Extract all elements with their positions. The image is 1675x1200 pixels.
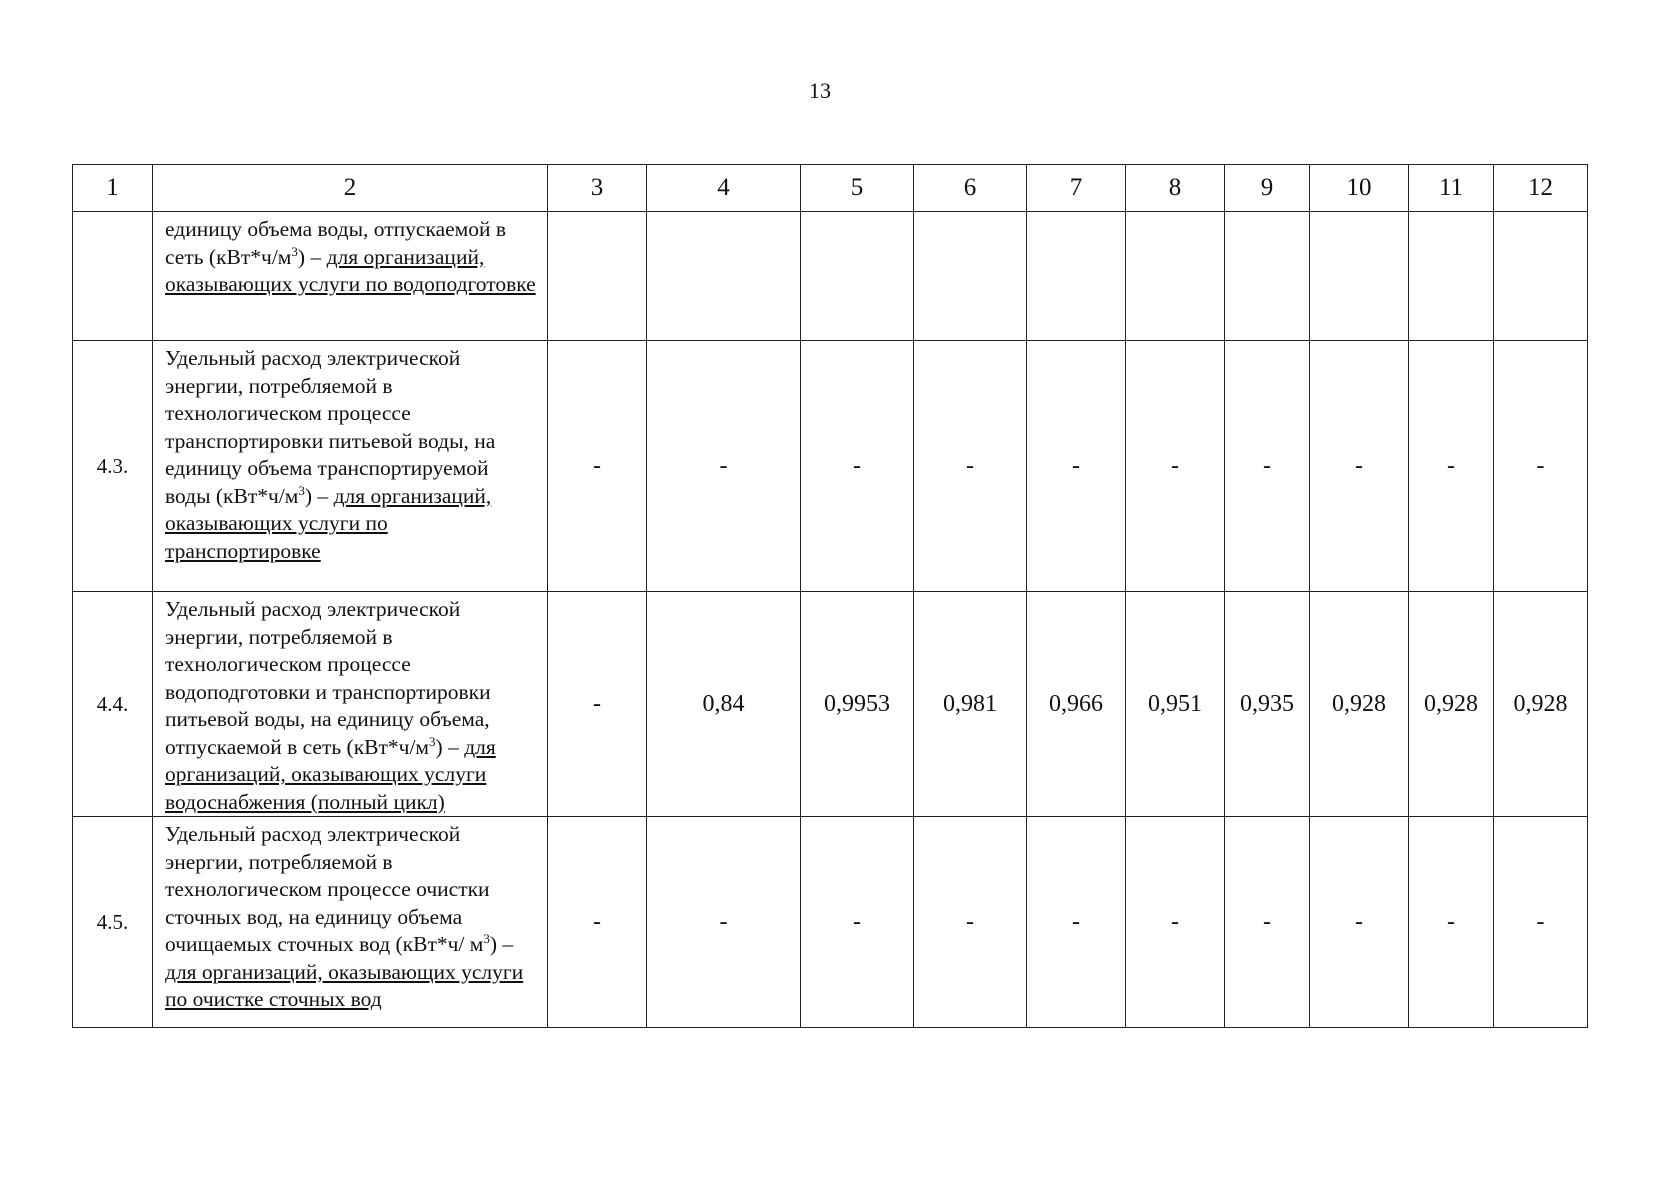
value-cell: -: [1310, 341, 1409, 592]
description-underlined: для организаций, оказывающих услуги по транспортировке: [165, 483, 492, 563]
column-header: 9: [1225, 165, 1310, 212]
value-cell: -: [1126, 817, 1225, 1028]
unit-superscript: 3: [483, 930, 490, 946]
value-cell: -: [1409, 817, 1494, 1028]
value-cell: -: [1126, 341, 1225, 592]
value-cell: 0,981: [914, 592, 1027, 817]
table-row: [73, 212, 1588, 341]
value-cell: [801, 212, 914, 341]
column-header: 11: [1409, 165, 1494, 212]
row-description: [153, 341, 548, 592]
description-text-after: ) –: [304, 483, 334, 508]
value-cell: 0,966: [1027, 592, 1126, 817]
value-cell: [1310, 212, 1409, 341]
row-description: [153, 592, 548, 817]
value-cell: 0,9953: [801, 592, 914, 817]
value-cell: -: [801, 817, 914, 1028]
value-cell: [1225, 212, 1310, 341]
value-cell: [548, 212, 647, 341]
row-number: 4.3.: [73, 341, 153, 592]
table-row: [73, 592, 1588, 817]
column-header: 1: [73, 165, 153, 212]
description-underlined: для организаций, оказывающих услуги водоснабжения (полный цикл): [165, 734, 496, 814]
value-cell: -: [1225, 817, 1310, 1028]
value-cell: 0,935: [1225, 592, 1310, 817]
description-text-after: ) –: [435, 734, 465, 759]
description-text: Удельный расход электрической энергии, потребляемой в технологическом процессе водоподготовки и транспортировки питьевой воды, на единицу объема, отпускаемой в сеть (кВт*ч/м: [165, 597, 491, 759]
value-cell: [1027, 212, 1126, 341]
value-cell: 0,84: [647, 592, 801, 817]
value-cell: -: [914, 341, 1027, 592]
description-underlined: для организаций, оказывающих услуги по очистке сточных вод: [165, 959, 524, 1011]
column-header: 5: [801, 165, 914, 212]
value-cell: [647, 212, 801, 341]
description-text-after: ) –: [489, 932, 514, 956]
value-cell: -: [647, 817, 801, 1028]
value-cell: -: [647, 341, 801, 592]
value-cell: 0,928: [1310, 592, 1409, 817]
value-cell: -: [548, 817, 647, 1028]
row-number: [73, 212, 153, 341]
value-cell: -: [1225, 341, 1310, 592]
column-header: 6: [914, 165, 1027, 212]
row-description: [153, 212, 548, 341]
description-text-after: ) –: [297, 244, 327, 269]
column-header: 8: [1126, 165, 1225, 212]
table-row: [73, 817, 1588, 1028]
value-cell: -: [1310, 817, 1409, 1028]
value-cell: -: [1494, 817, 1588, 1028]
value-cell: -: [548, 592, 647, 817]
description-text: Удельный расход электрической энергии, потребляемой в технологическом процессе очистки сточных вод, на единицу объема очищаемых сточных вод (кВт*ч/ м: [165, 822, 490, 956]
value-cell: [1494, 212, 1588, 341]
value-cell: -: [1027, 341, 1126, 592]
column-number-row: [73, 165, 1588, 212]
value-cell: -: [801, 341, 914, 592]
row-description: [153, 817, 548, 1028]
row-number: 4.5.: [73, 817, 153, 1028]
column-header: 3: [548, 165, 647, 212]
column-header: 10: [1310, 165, 1409, 212]
description-text: единицу объема воды, отпускаемой в сеть (кВт*ч/м: [165, 217, 507, 269]
table-row: [73, 341, 1588, 592]
column-header: 7: [1027, 165, 1126, 212]
value-cell: [914, 212, 1027, 341]
value-cell: 0,951: [1126, 592, 1225, 817]
value-cell: 0,928: [1409, 592, 1494, 817]
unit-superscript: 3: [298, 482, 305, 498]
value-cell: -: [548, 341, 647, 592]
description-underlined: для организаций, оказывающих услуги по водоподготовке: [165, 244, 536, 296]
value-cell: -: [914, 817, 1027, 1028]
value-cell: -: [1027, 817, 1126, 1028]
value-cell: -: [1494, 341, 1588, 592]
unit-superscript: 3: [291, 243, 298, 259]
value-cell: [1409, 212, 1494, 341]
value-cell: -: [1409, 341, 1494, 592]
column-header: 2: [153, 165, 548, 212]
page-number: 13: [809, 78, 831, 103]
column-header: 4: [647, 165, 801, 212]
description-text: Удельный расход электрической энергии, потребляемой в технологическом процессе транспортировки питьевой воды, на единицу объема транспортируемой воды (кВт*ч/м: [165, 346, 496, 508]
value-cell: 0,928: [1494, 592, 1588, 817]
unit-superscript: 3: [429, 733, 436, 749]
row-number: 4.4.: [73, 592, 153, 817]
indicators-table: [72, 164, 1588, 1028]
column-header: 12: [1494, 165, 1588, 212]
value-cell: [1126, 212, 1225, 341]
